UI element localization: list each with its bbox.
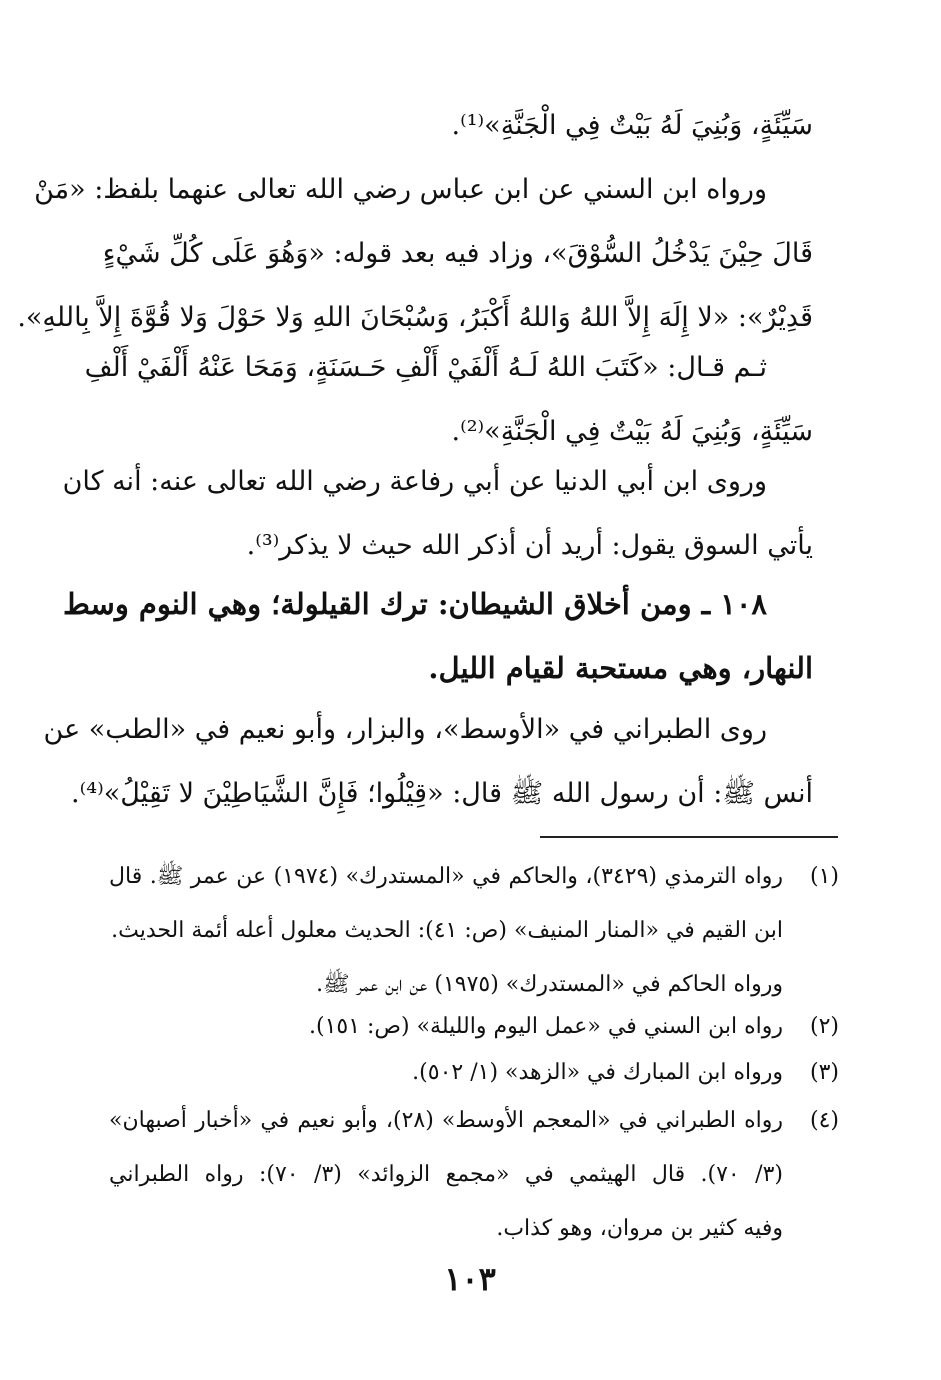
- footnote-line: ورواه ابن المبارك في «الزهد» (١/ ٥٠٢).: [412, 1060, 783, 1085]
- body-line: أنس ﷺ: أن رسول الله ﷺ قال: «قِيْلُوا؛ فَإِنَّ الشَّيَاطِيْنَ لا تَقِيْلُ»⁽⁴⁾.: [71, 778, 813, 809]
- body-line: سَيِّئَةٍ، وَبُنِيَ لَهُ بَيْتٌ فِي الْجَنَّةِ»⁽²⁾.: [451, 416, 813, 447]
- footnote-number: (٢): [809, 1014, 839, 1039]
- body-paragraph-4: [62, 450, 813, 578]
- footnote-separator: [540, 836, 838, 838]
- heading-line: النهار، وهي مستحبة لقيام الليل.: [428, 651, 813, 685]
- footnote-line: وفيه كثير بن مروان، وهو كذاب.: [496, 1216, 783, 1241]
- body-paragraph-5: [43, 698, 813, 826]
- footnote-line: (٣/ ٧٠). قال الهيثمي في «مجمع الزوائد» (٣/ ٧٠): رواه الطبراني: [109, 1162, 784, 1187]
- body-line: قَدِيْرٌ»: «لا إِلَهَ إِلاَّ اللهُ وَاللهُ أَكْبَرُ، وَسُبْحَانَ اللهِ وَلا حَوْلَ وَلا قُوَّةَ إِلاَّ بِاللهِ».: [17, 302, 813, 333]
- page-number: ١٠٣: [444, 1260, 496, 1298]
- footnote-line: رواه ابن السني في «عمل اليوم والليلة» (ص: ١٥١).: [308, 1014, 783, 1039]
- footnote-number: (١): [809, 864, 839, 889]
- body-line: وروى ابن أبي الدنيا عن أبي رفاعة رضي الله تعالى عنه: أنه كان: [62, 466, 767, 497]
- body-line: قَالَ حِيْنَ يَدْخُلُ السُّوْقَ»، وزاد فيه بعد قوله: «وَهُوَ عَلَى كُلِّ شَيْءٍ: [102, 238, 813, 269]
- footnote-3: [109, 1046, 839, 1100]
- footnote-number: (٣): [809, 1060, 839, 1085]
- body-line: روى الطبراني في «الأوسط»، والبزار، وأبو نعيم في «الطب» عن: [43, 714, 767, 745]
- footnote-number: (٤): [809, 1108, 839, 1133]
- body-paragraph-1: [107, 94, 813, 158]
- body-line: سَيِّئَةٍ، وَبُنِيَ لَهُ بَيْتٌ فِي الْجَنَّةِ»⁽¹⁾.: [451, 110, 813, 141]
- footnote-line: ورواه الحاكم في «المستدرك» (١٩٧٥) عن ابن عمر ﷺ.: [316, 972, 783, 997]
- heading-line: ١٠٨ ـ ومن أخلاق الشيطان: ترك القيلولة؛ وهي النوم وسط: [63, 587, 767, 621]
- body-line: يأتي السوق يقول: أريد أن أذكر الله حيث لا يذكر⁽³⁾.: [246, 530, 813, 561]
- footnote-line: رواه الترمذي (٣٤٢٩)، والحاكم في «المستدرك» (١٩٧٤) عن عمر ﷺ. قال: [109, 864, 784, 889]
- body-paragraph-3: [84, 336, 813, 464]
- body-paragraph-2: [17, 158, 813, 350]
- footnote-4: [109, 1094, 839, 1256]
- section-heading: [63, 572, 813, 700]
- footnote-1: [109, 850, 839, 1012]
- body-line: ورواه ابن السني عن ابن عباس رضي الله تعالى عنهما بلفظ: «مَنْ: [34, 174, 767, 205]
- footnote-line: رواه الطبراني في «المعجم الأوسط» (٢٨)، وأبو نعيم في «أخبار أصبهان»: [109, 1108, 783, 1133]
- body-line: ثـم قـال: «كَتَبَ اللهُ لَـهُ أَلْفَيْ أَلْفِ حَـسَنَةٍ، وَمَحَا عَنْهُ أَلْفَيْ أَلْفِ: [84, 352, 767, 383]
- footnote-line: ابن القيم في «المنار المنيف» (ص: ٤١): الحديث معلول أعله أئمة الحديث.: [111, 918, 783, 943]
